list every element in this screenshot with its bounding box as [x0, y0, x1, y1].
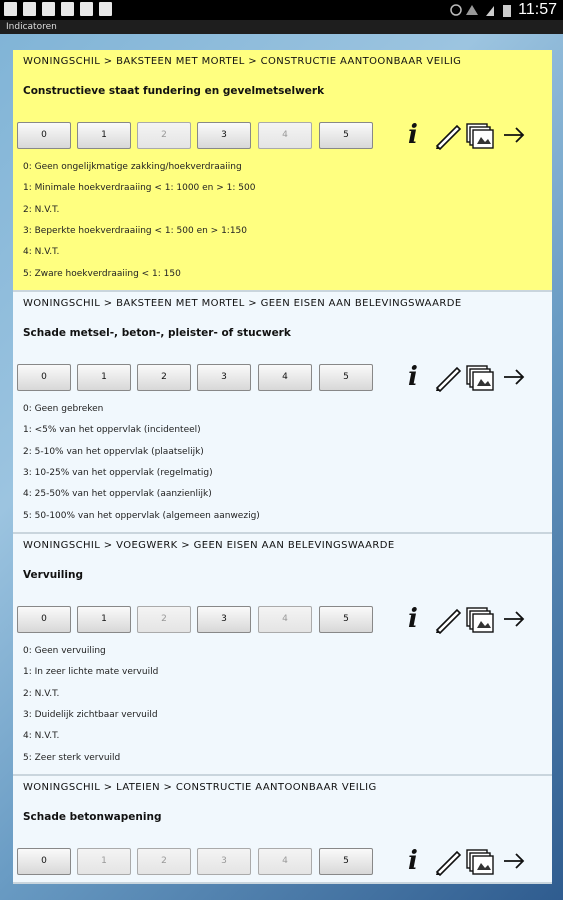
indicator-card[interactable] [13, 534, 552, 776]
clock: 11:57 [518, 1, 557, 18]
bag-icon [99, 2, 112, 16]
pencil-icon[interactable] [433, 362, 461, 396]
score-button-0[interactable]: 0 [17, 122, 71, 149]
photos-icon[interactable] [465, 120, 495, 154]
photos-icon[interactable] [465, 604, 495, 638]
app-title-bar [0, 20, 563, 34]
score-button-3[interactable]: 3 [197, 606, 251, 633]
score-description: 3: Beperkte hoekverdraaiing < 1: 500 en > 1:150 [23, 225, 248, 236]
score-button-3[interactable]: 3 [197, 122, 251, 149]
score-description: 1: <5% van het oppervlak (incidenteel) [23, 425, 201, 436]
checkbox-icon [80, 2, 93, 16]
card-actions [405, 604, 535, 636]
info-icon[interactable] [405, 846, 425, 878]
score-button-1[interactable]: 1 [77, 122, 131, 149]
score-description: 4: 25-50% van het oppervlak (aanzienlijk) [23, 489, 212, 500]
score-description: 0: Geen vervuiling [23, 646, 106, 656]
score-button-0[interactable]: 0 [17, 364, 71, 391]
score-button-5[interactable]: 5 [319, 606, 373, 633]
score-description: 5: 50-100% van het oppervlak (algemeen aanwezig) [23, 510, 260, 521]
score-description: 5: Zware hoekverdraaiing < 1: 150 [23, 268, 181, 279]
score-button-3[interactable]: 3 [197, 848, 251, 875]
arrow-right-icon[interactable] [501, 362, 527, 396]
photos-icon[interactable] [465, 846, 495, 880]
indicator-card[interactable] [13, 50, 552, 292]
score-description: 3: Duidelijk zichtbaar vervuild [23, 709, 158, 720]
score-description: 2: 5-10% van het oppervlak (plaatselijk) [23, 446, 204, 457]
score-button-2[interactable]: 2 [137, 848, 191, 875]
score-description: 0: Geen gebreken [23, 404, 104, 414]
score-button-4[interactable]: 4 [258, 848, 312, 875]
score-description: 2: N.V.T. [23, 688, 60, 699]
download-icon [42, 2, 55, 16]
info-icon[interactable] [405, 362, 425, 394]
pencil-icon[interactable] [433, 846, 461, 880]
indicator-title: Schade metsel-, beton-, pleister- of stucwerk [23, 327, 291, 339]
score-button-1[interactable]: 1 [77, 364, 131, 391]
score-description: 2: N.V.T. [23, 204, 60, 215]
image-icon [61, 2, 74, 16]
status-bar [0, 0, 563, 20]
arrow-right-icon[interactable] [501, 604, 527, 638]
indicator-path: WONINGSCHIL > BAKSTEEN MET MORTEL > GEEN EISEN AAN BELEVINGSWAARDE [23, 298, 462, 309]
photos-icon[interactable] [465, 362, 495, 396]
svg-text:i: i [408, 362, 418, 390]
score-button-4[interactable]: 4 [258, 122, 312, 149]
indicator-path: WONINGSCHIL > VOEGWERK > GEEN EISEN AAN BELEVINGSWAARDE [23, 540, 395, 551]
score-button-4[interactable]: 4 [258, 364, 312, 391]
score-description: 1: Minimale hoekverdraaiing < 1: 1000 en > 1: 500 [23, 183, 256, 194]
card-actions [405, 846, 535, 878]
score-description: 4: N.V.T. [23, 731, 60, 742]
info-icon[interactable] [405, 120, 425, 152]
score-button-1[interactable]: 1 [77, 848, 131, 875]
score-button-2[interactable]: 2 [137, 364, 191, 391]
score-button-4[interactable]: 4 [258, 606, 312, 633]
indicator-title: Vervuiling [23, 569, 83, 581]
score-button-3[interactable]: 3 [197, 364, 251, 391]
score-button-0[interactable]: 0 [17, 848, 71, 875]
pencil-icon[interactable] [433, 604, 461, 638]
download-icon [23, 2, 36, 16]
svg-text:i: i [408, 120, 418, 148]
score-description: 4: N.V.T. [23, 247, 60, 258]
score-description: 3: 10-25% van het oppervlak (regelmatig) [23, 467, 213, 478]
card-actions [405, 120, 535, 152]
indicator-path: WONINGSCHIL > LATEIEN > CONSTRUCTIE AANTOONBAAR VEILIG [23, 782, 377, 793]
card-actions [405, 362, 535, 394]
score-button-1[interactable]: 1 [77, 606, 131, 633]
score-description: 1: In zeer lichte mate vervuild [23, 667, 159, 678]
arrow-right-icon[interactable] [501, 120, 527, 154]
indicator-title: Schade betonwapening [23, 811, 162, 823]
indicator-list [13, 50, 552, 884]
indicator-card[interactable] [13, 292, 552, 534]
score-button-2[interactable]: 2 [137, 606, 191, 633]
score-button-2[interactable]: 2 [137, 122, 191, 149]
score-button-5[interactable]: 5 [319, 848, 373, 875]
signal-icon [450, 3, 496, 17]
indicator-card[interactable] [13, 776, 552, 884]
indicator-title: Constructieve staat fundering en gevelmetselwerk [23, 85, 325, 97]
svg-text:i: i [408, 846, 418, 874]
score-button-5[interactable]: 5 [319, 364, 373, 391]
info-icon[interactable] [405, 604, 425, 636]
arrow-right-icon[interactable] [501, 846, 527, 880]
svg-text:i: i [408, 604, 418, 632]
score-description: 5: Zeer sterk vervuild [23, 752, 121, 763]
document-icon [4, 2, 17, 16]
score-description: 0: Geen ongelijkmatige zakking/hoekverdraaiing [23, 162, 242, 172]
pencil-icon[interactable] [433, 120, 461, 154]
battery-icon [502, 3, 512, 17]
indicator-path: WONINGSCHIL > BAKSTEEN MET MORTEL > CONSTRUCTIE AANTOONBAAR VEILIG [23, 56, 462, 67]
app-title: Indicatoren [6, 22, 57, 32]
score-button-0[interactable]: 0 [17, 606, 71, 633]
score-button-5[interactable]: 5 [319, 122, 373, 149]
